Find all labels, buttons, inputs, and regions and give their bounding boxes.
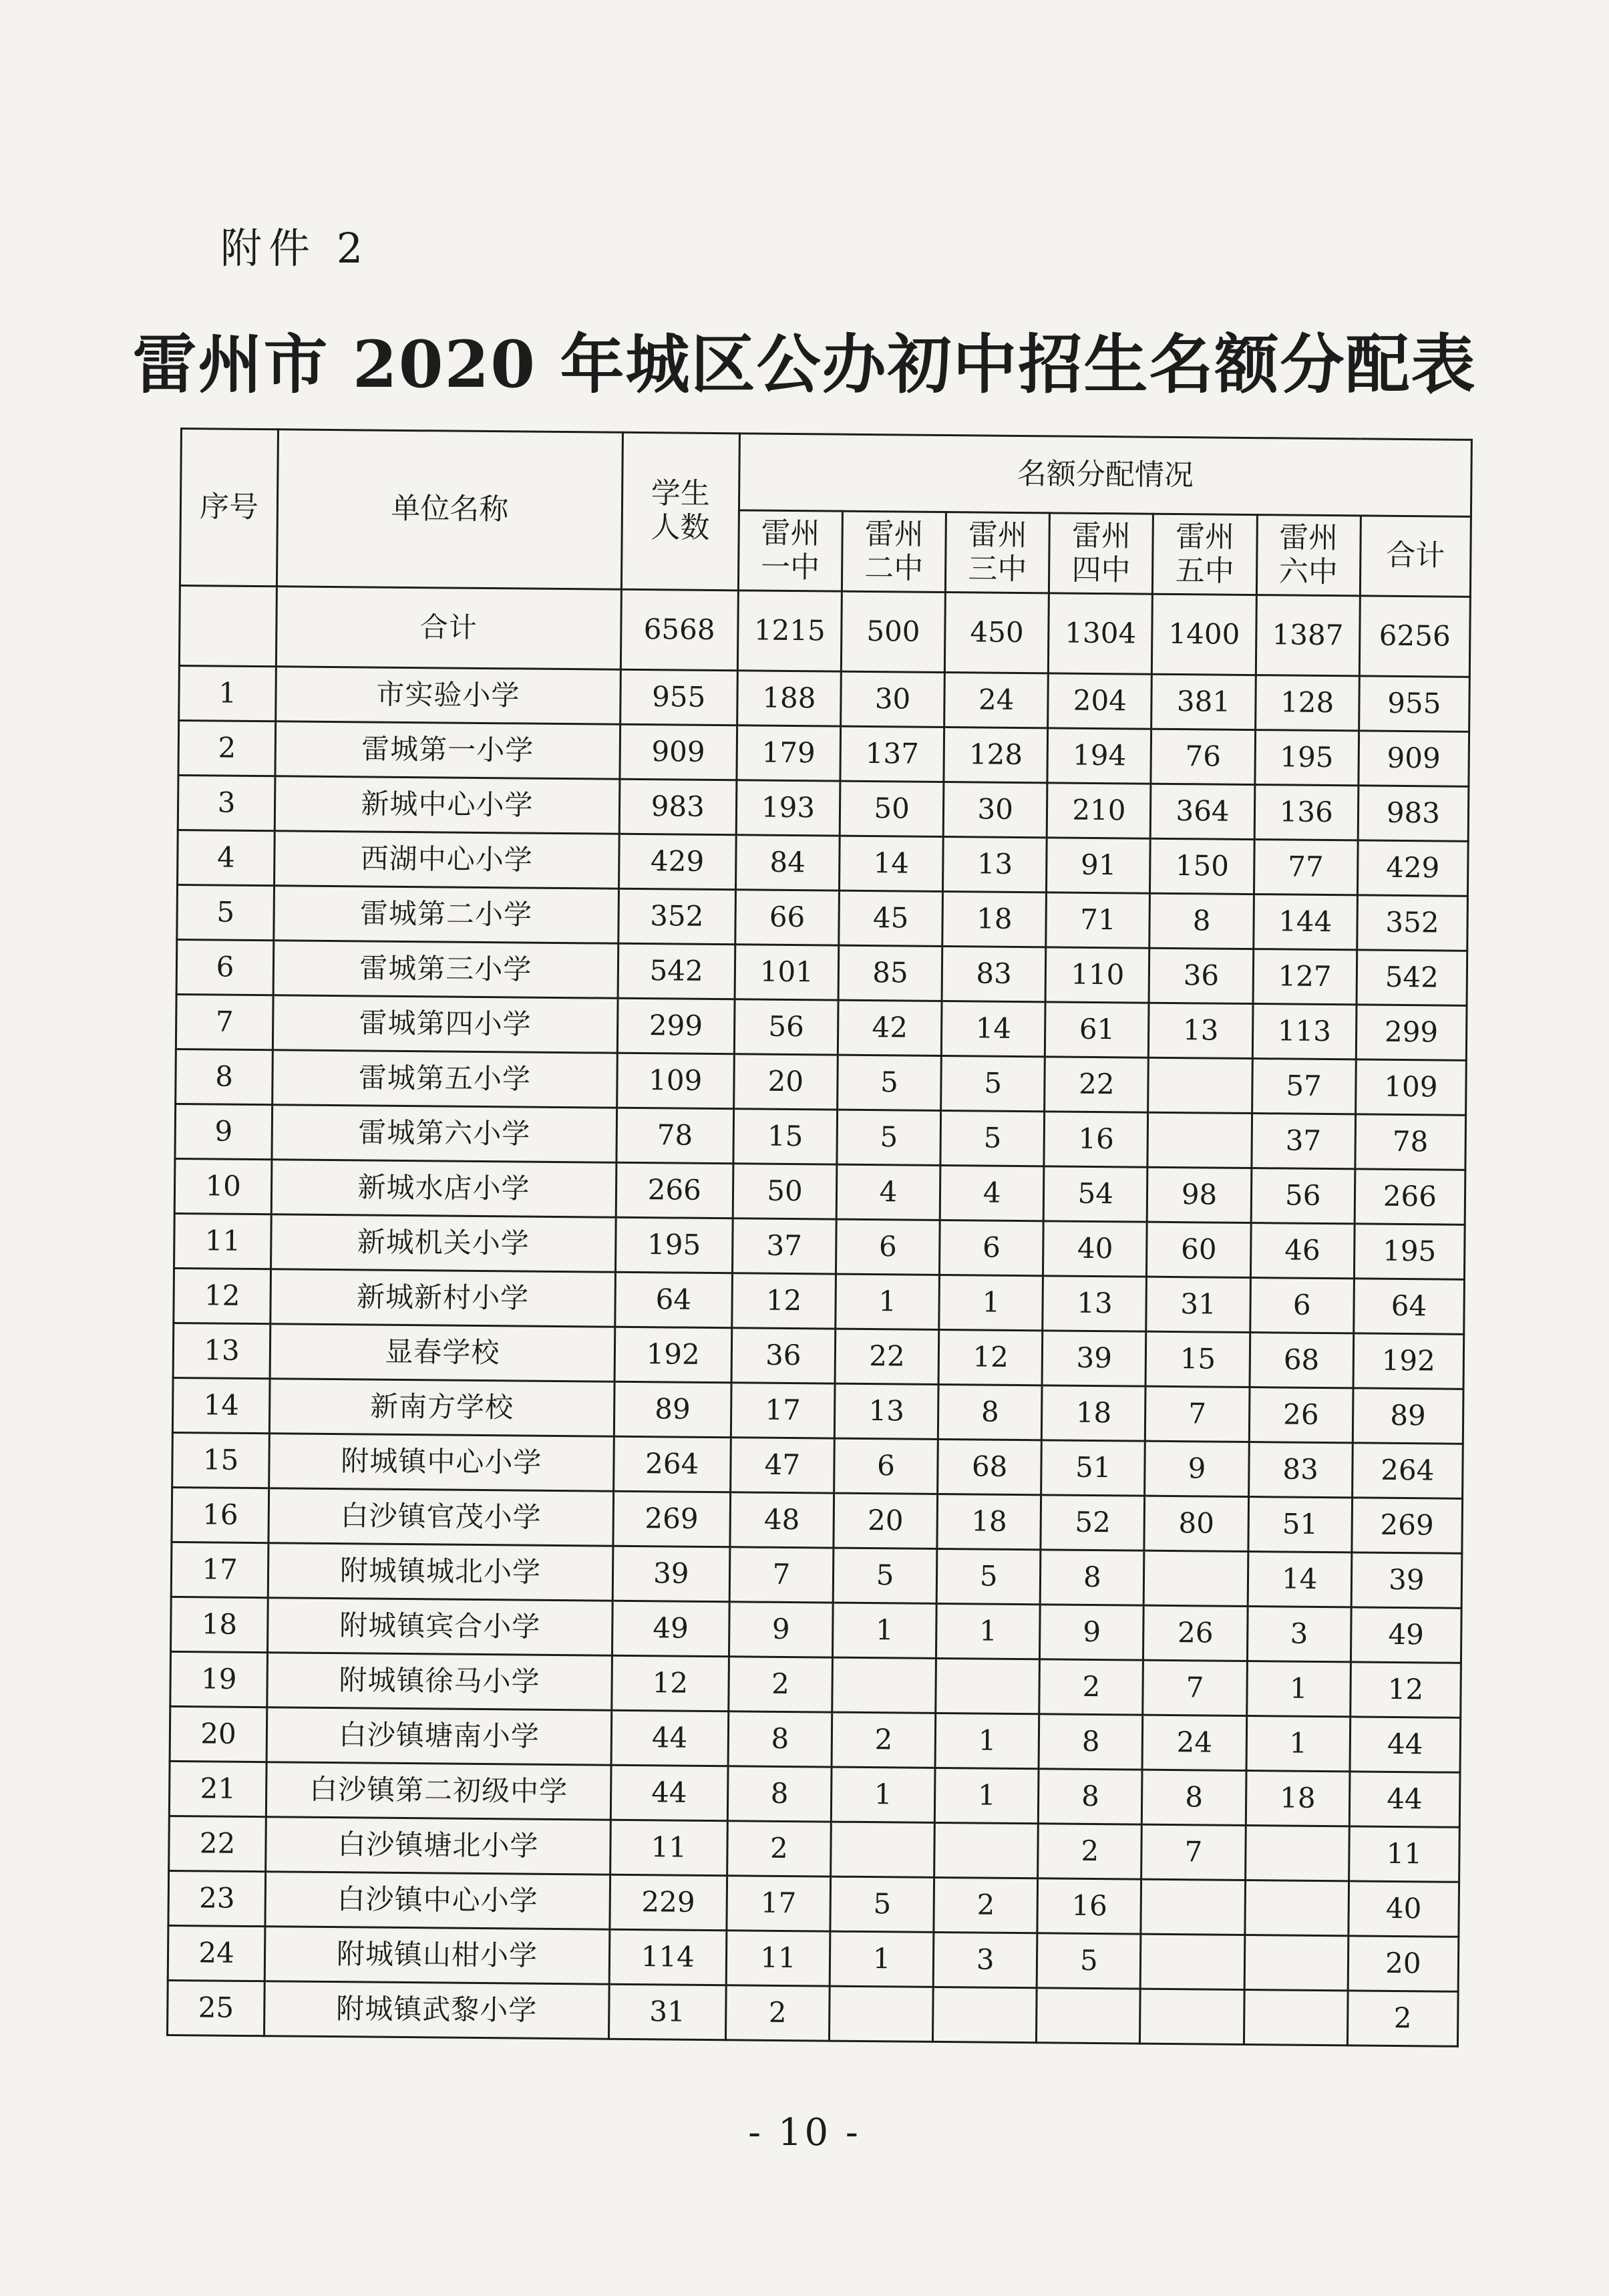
row-school-1-value: 17 — [727, 1876, 831, 1931]
row-school-6-value: 1 — [1246, 1716, 1351, 1772]
row-school-5-value: 60 — [1147, 1222, 1251, 1277]
row-index: 2 — [178, 720, 276, 776]
row-school-4-value: 110 — [1045, 947, 1149, 1003]
header-school-3-line2: 三中 — [968, 551, 1027, 587]
row-students: 109 — [616, 1053, 734, 1109]
row-school-3-value: 18 — [942, 891, 1047, 947]
row-unit-name: 白沙镇中心小学 — [265, 1872, 610, 1929]
row-unit-name: 白沙镇塘南小学 — [266, 1707, 611, 1765]
row-school-1-value: 2 — [725, 1985, 830, 2041]
row-school-5-value: 8 — [1149, 893, 1254, 949]
row-total: 955 — [1359, 676, 1469, 731]
header-unit-name: 单位名称 — [277, 430, 623, 589]
row-school-2-value: 1 — [830, 1931, 934, 1987]
row-school-4-value: 2 — [1038, 1824, 1142, 1879]
row-students: 12 — [611, 1655, 729, 1711]
row-school-3-value: 2 — [934, 1877, 1038, 1933]
row-school-5-value: 7 — [1141, 1824, 1246, 1880]
row-school-1-value: 12 — [732, 1273, 836, 1329]
row-school-3-value: 3 — [933, 1932, 1037, 1987]
row-school-3-value: 1 — [935, 1713, 1039, 1768]
row-school-5-value: 36 — [1149, 948, 1253, 1003]
row-index: 20 — [170, 1706, 267, 1762]
row-students: 229 — [610, 1874, 727, 1931]
row-school-3-value — [934, 1822, 1039, 1878]
row-school-1-value: 101 — [735, 945, 839, 1000]
row-school-6-value: 68 — [1250, 1333, 1354, 1388]
row-school-1-value: 37 — [732, 1218, 836, 1274]
row-school-3-value — [936, 1658, 1040, 1713]
row-school-4-value: 54 — [1043, 1166, 1147, 1222]
row-school-1-value: 17 — [731, 1383, 835, 1438]
row-total: 64 — [1354, 1279, 1465, 1334]
row-school-5-value — [1141, 1934, 1245, 1989]
row-school-1-value: 2 — [727, 1821, 831, 1876]
row-school-6-value: 3 — [1247, 1607, 1351, 1662]
row-school-4-value: 61 — [1045, 1002, 1149, 1057]
row-school-5-value: 150 — [1150, 838, 1254, 894]
row-school-5-value: 7 — [1145, 1386, 1250, 1442]
header-school-4-line1: 雷州 — [1071, 518, 1131, 554]
row-school-2-value: 6 — [836, 1219, 940, 1275]
header-index: 序号 — [180, 429, 278, 587]
header-school-5 — [1153, 514, 1257, 595]
row-unit-name: 新城水店小学 — [271, 1160, 616, 1217]
row-school-6-value: 83 — [1248, 1442, 1353, 1498]
row-school-3-value: 128 — [944, 727, 1048, 782]
row-school-1-value: 36 — [731, 1328, 836, 1383]
row-total: 11 — [1349, 1826, 1459, 1882]
row-school-2-value: 4 — [836, 1164, 940, 1220]
row-students: 909 — [620, 724, 737, 780]
row-school-3-value: 1 — [939, 1275, 1043, 1330]
row-school-2-value: 20 — [834, 1493, 938, 1548]
row-school-1-value: 9 — [729, 1602, 833, 1657]
row-unit-name: 附城镇中心小学 — [269, 1434, 614, 1491]
row-school-3-value — [933, 1987, 1037, 2042]
row-school-2-value: 2 — [832, 1712, 936, 1768]
row-total: 109 — [1355, 1059, 1466, 1115]
row-students: 266 — [616, 1162, 733, 1218]
row-school-6-value — [1244, 1935, 1349, 1990]
row-school-3-value: 13 — [943, 836, 1047, 892]
header-school-1-line2: 一中 — [760, 550, 820, 585]
row-index: 6 — [176, 939, 274, 995]
row-school-1-value: 15 — [733, 1109, 838, 1164]
header-school-3 — [946, 512, 1050, 593]
row-index: 11 — [174, 1213, 272, 1269]
header-school-5-line2: 五中 — [1175, 553, 1234, 589]
row-total: 264 — [1352, 1443, 1463, 1498]
row-unit-name: 附城镇城北小学 — [268, 1543, 612, 1601]
total-school-5: 1400 — [1152, 594, 1256, 675]
row-students: 89 — [614, 1381, 731, 1438]
row-school-1-value: 48 — [730, 1492, 834, 1548]
row-school-1-value: 11 — [726, 1931, 830, 1986]
row-school-2-value: 5 — [837, 1110, 941, 1165]
row-school-3-value: 30 — [943, 782, 1047, 837]
row-students: 192 — [614, 1327, 732, 1383]
row-unit-name: 附城镇山柑小学 — [264, 1927, 609, 1984]
row-unit-name: 市实验小学 — [276, 667, 620, 724]
row-school-3-value: 5 — [941, 1055, 1045, 1111]
row-total: 44 — [1350, 1717, 1461, 1772]
row-school-5-value: 364 — [1151, 784, 1255, 839]
row-total: 44 — [1349, 1772, 1460, 1827]
row-school-6-value: 1 — [1246, 1661, 1351, 1717]
row-students: 64 — [614, 1272, 732, 1328]
header-school-6 — [1256, 515, 1361, 596]
row-school-3-value: 1 — [934, 1768, 1039, 1823]
row-school-2-value: 1 — [832, 1603, 936, 1658]
row-school-2-value — [831, 1822, 935, 1877]
header-row-top — [180, 429, 1471, 517]
row-school-4-value: 16 — [1037, 1878, 1141, 1934]
row-school-4-value: 2 — [1039, 1659, 1143, 1715]
row-school-4-value — [1037, 1988, 1141, 2043]
row-school-6-value: 57 — [1252, 1059, 1356, 1114]
row-school-4-value: 194 — [1047, 728, 1151, 784]
header-school-6-line2: 六中 — [1278, 554, 1338, 589]
header-school-3-line1: 雷州 — [968, 518, 1028, 552]
row-school-5-value: 98 — [1147, 1167, 1252, 1222]
row-students: 352 — [618, 888, 735, 945]
row-students: 983 — [619, 779, 737, 835]
row-unit-name: 雷城第六小学 — [272, 1105, 616, 1162]
row-school-2-value: 5 — [830, 1876, 934, 1932]
header-school-5-line1: 雷州 — [1175, 519, 1235, 554]
row-school-6-value — [1244, 1989, 1348, 2045]
row-school-4-value: 204 — [1048, 673, 1152, 729]
total-school-4: 1304 — [1049, 593, 1153, 674]
row-index: 8 — [176, 1049, 273, 1104]
row-school-5-value: 24 — [1142, 1715, 1246, 1770]
row-school-5-value: 9 — [1145, 1441, 1249, 1496]
row-school-1-value: 2 — [729, 1657, 833, 1712]
row-students: 78 — [616, 1108, 734, 1164]
row-students: 429 — [618, 834, 736, 890]
allocation-table — [166, 428, 1473, 2047]
row-school-4-value: 8 — [1040, 1550, 1144, 1605]
row-total: 429 — [1357, 840, 1468, 896]
row-index: 25 — [167, 1980, 264, 2035]
row-school-3-value: 83 — [942, 946, 1046, 1001]
row-unit-name: 西湖中心小学 — [275, 831, 619, 888]
row-school-2-value: 5 — [838, 1055, 942, 1110]
row-school-2-value: 5 — [833, 1548, 937, 1603]
row-total: 542 — [1357, 950, 1467, 1005]
row-school-2-value — [829, 1986, 933, 2041]
row-students: 195 — [615, 1217, 733, 1273]
row-unit-name: 雷城第五小学 — [273, 1050, 617, 1108]
header-school-6-line1: 雷州 — [1279, 520, 1338, 556]
row-unit-name: 附城镇武黎小学 — [264, 1981, 609, 2039]
row-index: 12 — [174, 1268, 271, 1323]
row-school-3-value: 24 — [944, 673, 1049, 728]
row-total: 20 — [1348, 1936, 1459, 1991]
row-unit-name: 显春学校 — [270, 1324, 614, 1381]
row-school-1-value: 7 — [729, 1547, 834, 1603]
row-index: 9 — [175, 1104, 273, 1159]
row-students: 955 — [620, 669, 737, 725]
row-total: 2 — [1347, 1991, 1458, 2046]
row-school-5-value: 31 — [1146, 1277, 1250, 1332]
row-unit-name: 雷城第一小学 — [275, 721, 620, 779]
row-school-2-value: 1 — [831, 1767, 935, 1822]
row-school-1-value: 47 — [730, 1438, 834, 1493]
row-unit-name: 雷城第四小学 — [273, 995, 618, 1053]
row-school-5-value: 381 — [1151, 674, 1256, 729]
total-school-2: 500 — [841, 591, 945, 672]
row-school-4-value: 71 — [1046, 892, 1150, 948]
row-index: 14 — [172, 1377, 270, 1433]
row-index: 4 — [178, 830, 275, 885]
row-total: 89 — [1353, 1388, 1463, 1444]
row-school-2-value — [832, 1657, 936, 1713]
row-students: 264 — [613, 1436, 731, 1492]
total-index-cell — [179, 586, 277, 667]
row-school-6-value: 77 — [1254, 840, 1358, 895]
allocation-table-wrapper — [166, 428, 1473, 2047]
row-school-6-value: 14 — [1248, 1552, 1352, 1607]
total-students: 6568 — [620, 589, 738, 671]
row-school-5-value: 26 — [1143, 1605, 1248, 1661]
row-school-6-value: 26 — [1249, 1387, 1353, 1443]
row-school-6-value: 113 — [1252, 1004, 1357, 1059]
row-school-2-value: 50 — [840, 781, 944, 836]
row-school-3-value: 5 — [940, 1110, 1045, 1166]
row-school-6-value: 144 — [1253, 894, 1357, 950]
row-school-3-value: 4 — [940, 1165, 1044, 1220]
row-school-5-value — [1141, 1879, 1245, 1935]
row-school-3-value: 1 — [936, 1603, 1041, 1659]
row-total: 40 — [1349, 1881, 1459, 1937]
row-school-5-value: 8 — [1142, 1770, 1246, 1825]
total-school-3: 450 — [944, 593, 1049, 673]
row-school-6-value: 37 — [1251, 1114, 1355, 1169]
row-index: 1 — [179, 665, 277, 721]
header-students-line1: 学生 — [651, 476, 711, 512]
row-total: 266 — [1355, 1169, 1465, 1224]
total-label: 合计 — [277, 587, 622, 669]
row-index: 18 — [171, 1597, 269, 1652]
header-students-line2: 人数 — [651, 510, 710, 545]
row-unit-name: 白沙镇第二初级中学 — [266, 1762, 610, 1820]
row-school-2-value: 6 — [834, 1438, 938, 1494]
row-index: 15 — [172, 1432, 270, 1488]
row-school-4-value: 52 — [1041, 1495, 1145, 1550]
row-unit-name: 白沙镇塘北小学 — [266, 1817, 610, 1874]
row-school-6-value: 51 — [1248, 1497, 1352, 1552]
row-school-4-value: 9 — [1040, 1605, 1144, 1660]
row-school-1-value: 8 — [727, 1766, 832, 1822]
row-school-4-value: 40 — [1043, 1221, 1147, 1277]
row-total: 983 — [1358, 786, 1469, 841]
row-unit-name: 雷城第三小学 — [273, 941, 618, 998]
row-school-6-value — [1244, 1880, 1349, 1935]
row-unit-name: 雷城第二小学 — [274, 886, 618, 943]
row-index: 23 — [168, 1870, 266, 1926]
row-index: 10 — [174, 1158, 272, 1214]
row-school-3-value: 18 — [937, 1494, 1041, 1549]
row-index: 17 — [171, 1542, 269, 1597]
row-school-6-value: 127 — [1253, 949, 1357, 1005]
row-students: 44 — [611, 1710, 729, 1766]
row-index: 24 — [168, 1925, 265, 1981]
row-school-4-value: 39 — [1042, 1331, 1146, 1386]
total-sum: 6256 — [1359, 596, 1470, 677]
row-unit-name: 新南方学校 — [270, 1379, 614, 1436]
row-school-2-value: 137 — [840, 726, 944, 782]
total-row — [179, 586, 1470, 677]
row-school-5-value: 80 — [1144, 1496, 1248, 1551]
row-school-4-value: 16 — [1044, 1112, 1148, 1167]
row-unit-name: 新城中心小学 — [275, 776, 619, 834]
row-school-1-value: 8 — [728, 1711, 832, 1767]
row-total: 269 — [1352, 1498, 1463, 1553]
row-unit-name: 附城镇徐马小学 — [267, 1653, 612, 1710]
row-total: 39 — [1351, 1552, 1462, 1608]
row-school-4-value: 13 — [1043, 1276, 1147, 1331]
row-index: 22 — [169, 1816, 266, 1871]
row-index: 21 — [169, 1761, 266, 1816]
table-body — [167, 586, 1470, 2047]
row-students: 114 — [609, 1929, 727, 1985]
row-unit-name: 新城新村小学 — [271, 1269, 615, 1327]
row-school-1-value: 193 — [736, 780, 840, 836]
header-allocation: 名额分配情况 — [739, 434, 1471, 517]
row-school-1-value: 179 — [737, 725, 841, 781]
row-school-3-value: 68 — [938, 1439, 1042, 1494]
header-school-1 — [738, 510, 842, 591]
row-students: 11 — [610, 1820, 727, 1876]
row-school-2-value: 45 — [839, 890, 943, 946]
row-school-6-value: 136 — [1254, 785, 1359, 840]
row-total: 78 — [1355, 1114, 1466, 1170]
row-school-6-value: 56 — [1251, 1168, 1355, 1224]
row-index: 5 — [177, 884, 275, 940]
header-total: 合计 — [1360, 516, 1471, 597]
row-unit-name: 新城机关小学 — [271, 1214, 616, 1272]
row-unit-name: 附城镇宾合小学 — [268, 1598, 612, 1655]
row-unit-name: 白沙镇官茂小学 — [269, 1488, 613, 1546]
row-school-4-value: 18 — [1042, 1385, 1146, 1441]
row-school-4-value: 8 — [1039, 1769, 1143, 1824]
attachment-label: 附件 2 — [220, 224, 370, 273]
row-school-4-value: 5 — [1037, 1933, 1141, 1989]
row-school-4-value: 91 — [1047, 838, 1151, 893]
row-school-2-value: 14 — [839, 836, 943, 891]
row-school-1-value: 66 — [735, 890, 840, 945]
header-school-2 — [842, 511, 946, 592]
row-total: 299 — [1356, 1005, 1467, 1060]
row-school-3-value: 12 — [938, 1329, 1043, 1385]
row-school-3-value: 5 — [936, 1548, 1041, 1604]
row-total: 195 — [1354, 1224, 1465, 1279]
row-school-2-value: 13 — [834, 1383, 938, 1439]
header-school-4-line2: 四中 — [1071, 552, 1131, 587]
row-school-6-value: 18 — [1246, 1771, 1350, 1826]
row-school-2-value: 42 — [838, 1000, 942, 1055]
row-total: 12 — [1350, 1662, 1461, 1717]
row-school-5-value — [1148, 1057, 1252, 1113]
row-school-1-value: 50 — [733, 1164, 837, 1219]
row-index: 19 — [170, 1651, 268, 1707]
row-school-1-value: 84 — [735, 835, 840, 890]
row-school-5-value — [1140, 1989, 1244, 2044]
row-students: 49 — [612, 1601, 729, 1657]
header-school-2-line1: 雷州 — [864, 516, 924, 552]
row-students: 39 — [612, 1546, 730, 1602]
row-school-1-value: 20 — [733, 1054, 838, 1110]
row-school-6-value: 128 — [1255, 675, 1359, 731]
total-school-6: 1387 — [1256, 595, 1360, 676]
row-total: 192 — [1353, 1333, 1464, 1389]
row-school-1-value: 56 — [734, 999, 838, 1055]
row-index: 3 — [178, 775, 275, 830]
header-school-4 — [1049, 513, 1153, 594]
page-number: - 10 - — [748, 2111, 861, 2154]
row-school-6-value: 6 — [1250, 1278, 1354, 1333]
row-school-5-value: 13 — [1149, 1003, 1253, 1058]
row-total: 909 — [1359, 731, 1469, 786]
header-students — [621, 432, 739, 591]
row-students: 31 — [608, 1984, 726, 2040]
row-students: 542 — [618, 943, 735, 999]
row-school-1-value: 188 — [737, 671, 841, 726]
row-index: 7 — [176, 994, 273, 1049]
header-school-2-line2: 二中 — [864, 550, 924, 586]
row-students: 299 — [617, 998, 735, 1054]
row-school-6-value: 195 — [1255, 730, 1359, 786]
row-students: 44 — [610, 1765, 728, 1821]
row-school-4-value: 51 — [1041, 1440, 1145, 1496]
row-school-3-value: 14 — [941, 1001, 1045, 1056]
row-school-5-value — [1144, 1550, 1248, 1606]
row-school-2-value: 22 — [835, 1329, 939, 1384]
total-school-1: 1215 — [737, 591, 842, 671]
row-school-4-value: 210 — [1047, 783, 1151, 838]
row-school-2-value: 30 — [841, 671, 945, 727]
row-school-4-value: 22 — [1045, 1057, 1149, 1112]
row-school-5-value — [1147, 1112, 1252, 1168]
row-school-3-value: 8 — [938, 1384, 1042, 1440]
row-total: 49 — [1351, 1607, 1461, 1663]
row-school-5-value: 15 — [1145, 1331, 1250, 1387]
row-school-2-value: 1 — [836, 1274, 940, 1329]
row-index: 16 — [172, 1487, 269, 1542]
row-school-5-value: 7 — [1143, 1660, 1247, 1715]
row-school-4-value: 8 — [1039, 1714, 1143, 1770]
row-school-5-value: 76 — [1151, 729, 1255, 784]
row-total: 352 — [1357, 895, 1468, 951]
row-index: 13 — [173, 1323, 271, 1378]
row-students: 269 — [613, 1491, 731, 1547]
row-school-6-value: 46 — [1250, 1223, 1355, 1279]
row-school-3-value: 6 — [940, 1220, 1044, 1275]
row-school-6-value — [1245, 1825, 1349, 1880]
row-school-2-value: 85 — [838, 945, 942, 1001]
header-school-1-line1: 雷州 — [761, 516, 820, 551]
page-title: 雷州市 2020 年城区公办初中招生名额分配表 — [132, 327, 1477, 402]
table-row — [167, 1980, 1458, 2046]
